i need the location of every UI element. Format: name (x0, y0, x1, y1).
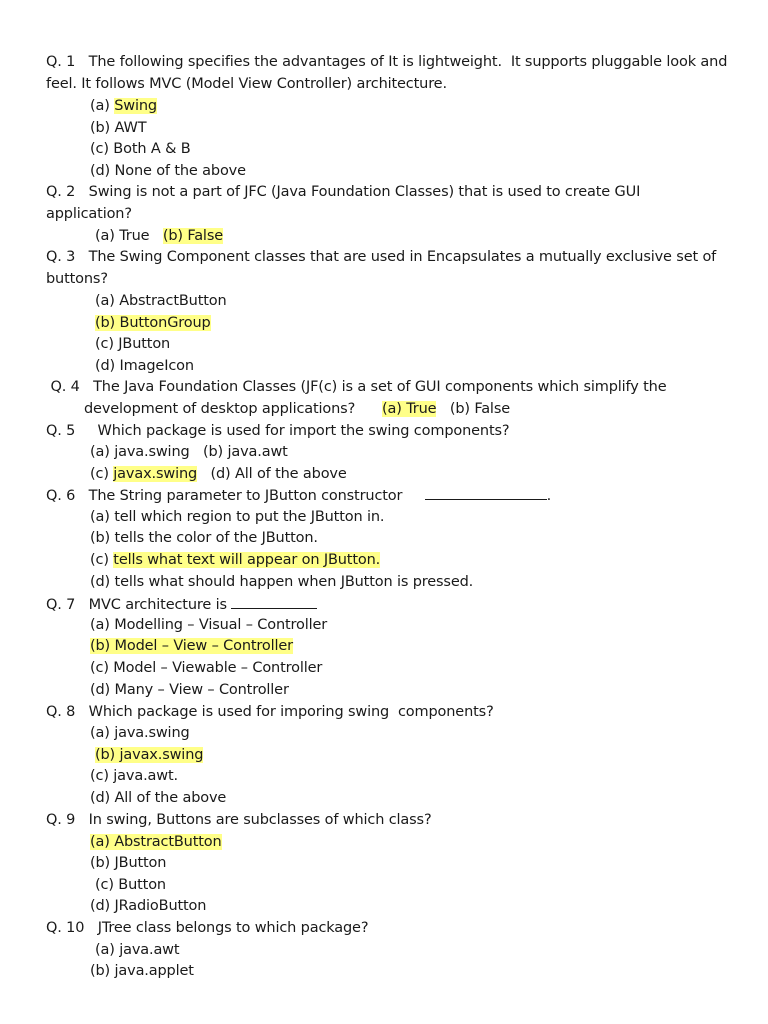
q6-text-main: Q. 6 The String parameter to JButton constructor (46, 488, 403, 504)
question-2-text-line1: Q. 2 Swing is not a part of JFC (Java Foundation Classes) that is used to create GUI (46, 184, 641, 200)
q8-option-b-highlight: (b) javax.swing (95, 747, 204, 763)
q7-option-b-answer (90, 636, 293, 656)
q5-option-c-prefix: (c) (90, 466, 114, 482)
q6-option-a: (a) tell which region to put the JButton in. (90, 509, 385, 525)
q6-option-c-prefix: (c) (90, 552, 114, 568)
q8-option-d: (d) All of the above (90, 790, 227, 806)
question-1-text-line1: Q. 1 The following specifies the advantages of It is lightweight. It supports pluggable look and (46, 54, 728, 70)
q1-option-a (90, 96, 157, 116)
q8-option-c: (c) java.awt. (90, 768, 178, 784)
question-10-text: Q. 10 JTree class belongs to which package? (46, 920, 369, 936)
q8-option-a: (a) java.swing (90, 725, 190, 741)
q9-option-a-highlight: (a) AbstractButton (90, 834, 222, 850)
q1-option-b: (b) AWT (90, 120, 147, 136)
q5-options-ab (90, 442, 288, 462)
q3-option-b-answer (95, 313, 211, 333)
question-2-text-line2: application? (46, 206, 132, 222)
question-9-text: Q. 9 In swing, Buttons are subclasses of which class? (46, 812, 432, 828)
question-3-text-line2: buttons? (46, 271, 108, 287)
question-3-text-line1: Q. 3 The Swing Component classes that are used in Encapsulates a mutually exclusive set of (46, 249, 717, 265)
q7-option-b-highlight: (b) Model – View – Controller (90, 638, 293, 654)
question-4-text-line1: Q. 4 The Java Foundation Classes (JF(c) is a set of GUI components which simplify the (46, 379, 667, 395)
question-8-text: Q. 8 Which package is used for imporing swing components? (46, 704, 494, 720)
q5-option-a: (a) java.swing (90, 444, 190, 460)
q9-option-d: (d) JRadioButton (90, 898, 207, 914)
question-4-text-line2: development of desktop applications? (84, 401, 356, 417)
question-5-text: Q. 5 Which package is used for import the swing components? (46, 423, 510, 439)
q6-option-c (90, 550, 380, 570)
q3-option-d: (d) ImageIcon (95, 358, 194, 374)
question-7-text (46, 594, 317, 615)
question-6-text (46, 485, 551, 506)
q2-options (95, 226, 223, 246)
q1-option-a-answer: Swing (114, 98, 157, 114)
q7-option-d: (d) Many – View – Controller (90, 682, 289, 698)
q7-option-a: (a) Modelling – Visual – Controller (90, 617, 328, 633)
q6-option-b: (b) tells the color of the JButton. (90, 530, 318, 546)
q9-option-a-answer (90, 832, 222, 852)
q6-blank-line (425, 485, 547, 500)
q2-option-b-answer: (b) False (162, 228, 223, 244)
q3-option-c: (c) JButton (95, 336, 171, 352)
q4-option-b: (b) False (449, 401, 510, 417)
q3-option-b-highlight: (b) ButtonGroup (95, 315, 211, 331)
q6-option-d: (d) tells what should happen when JButton is pressed. (90, 574, 474, 590)
q7-option-c: (c) Model – Viewable – Controller (90, 660, 323, 676)
q7-text-main: Q. 7 MVC architecture is (46, 597, 227, 613)
q2-option-a: (a) True (95, 228, 150, 244)
q5-options-cd (90, 464, 347, 484)
q1-option-d: (d) None of the above (90, 163, 246, 179)
q5-option-c-answer: javax.swing (113, 466, 198, 482)
q7-blank-line (231, 594, 317, 609)
q1-option-c: (c) Both A & B (90, 141, 191, 157)
question-1-text-line2: feel. It follows MVC (Model View Controller) architecture. (46, 76, 447, 92)
q10-option-a: (a) java.awt (95, 942, 180, 958)
q9-option-b: (b) JButton (90, 855, 167, 871)
q5-option-b: (b) java.awt (202, 444, 288, 460)
q4-option-a-answer: (a) True (382, 401, 437, 417)
q5-option-d: (d) All of the above (210, 466, 347, 482)
q6-text-suffix: . (546, 488, 552, 504)
q9-option-c: (c) Button (95, 877, 166, 893)
q4-options (382, 399, 510, 419)
q8-option-b-answer (95, 745, 203, 765)
q3-option-a: (a) AbstractButton (95, 293, 227, 309)
q1-option-a-prefix: (a) (90, 98, 115, 114)
q10-option-b: (b) java.applet (90, 963, 194, 979)
q6-option-c-answer: tells what text will appear on JButton. (113, 552, 381, 568)
